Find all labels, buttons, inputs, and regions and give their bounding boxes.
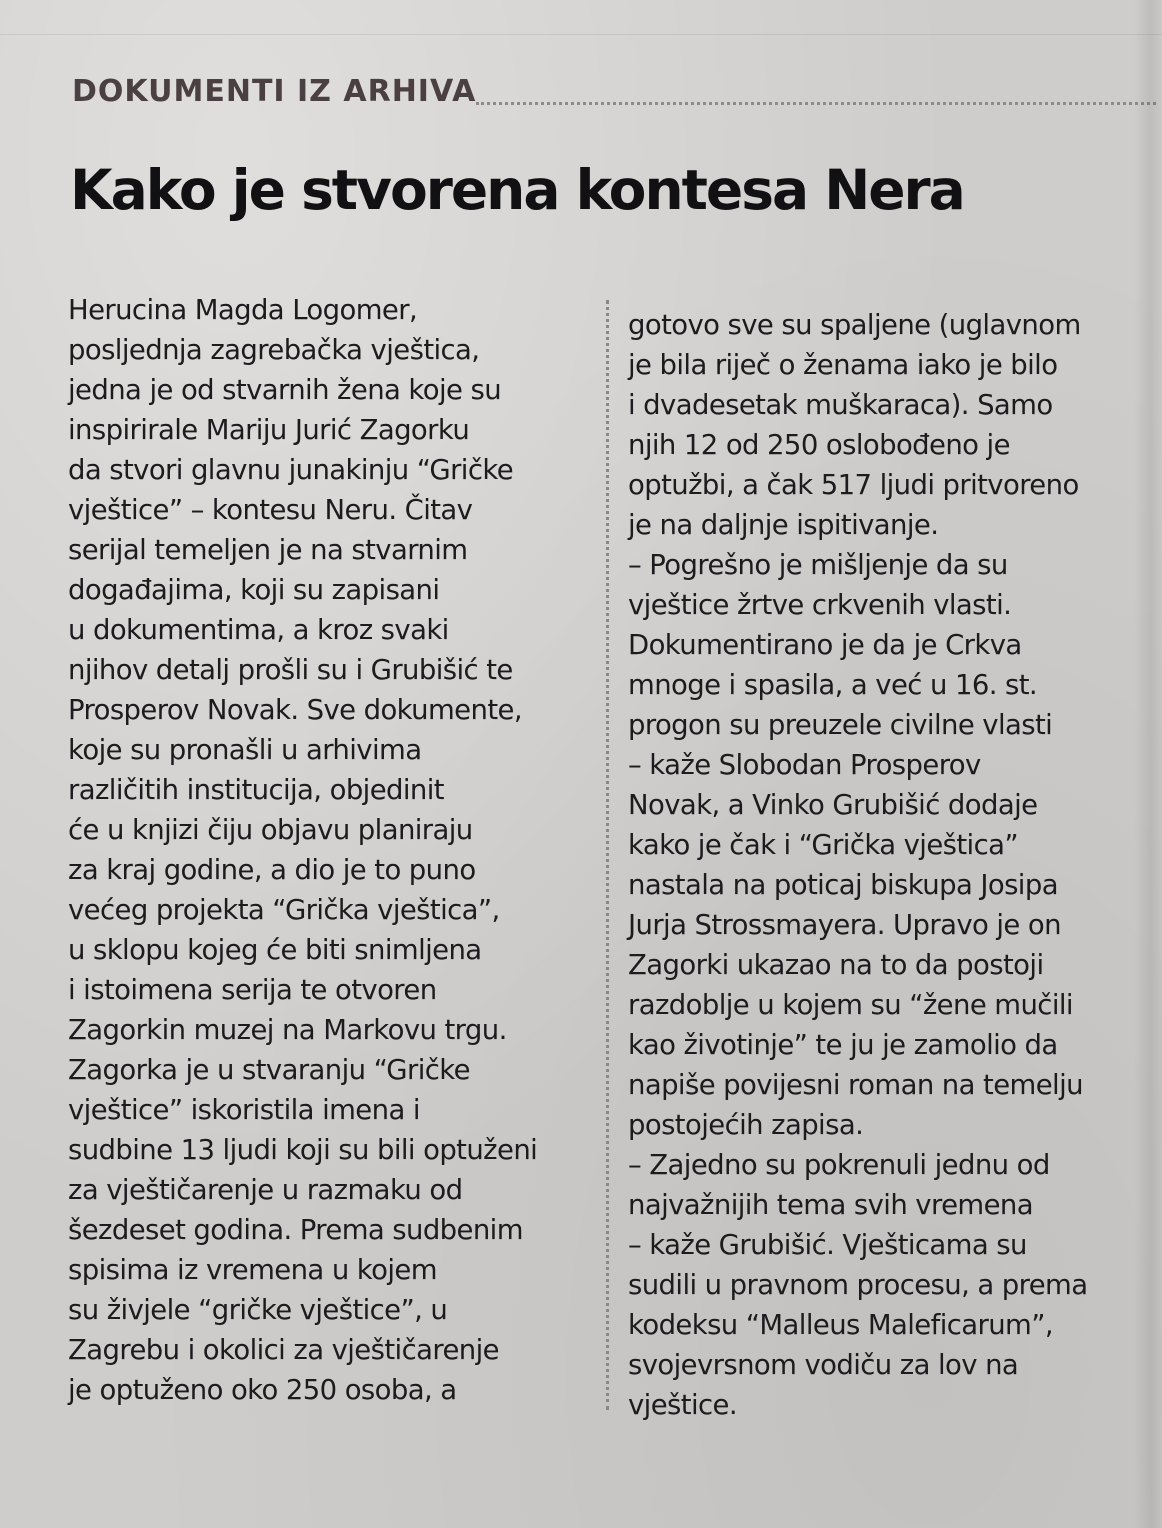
body-text-line: inspirirale Mariju Jurić Zagorku (68, 414, 470, 446)
body-text-line: svojevrsnom vodiču za lov na (628, 1349, 1019, 1381)
body-text-line: njihov detalj prošli su i Grubišić te (68, 654, 513, 686)
body-text-line: serijal temeljen je na stvarnim (68, 534, 468, 566)
body-text-line: u sklopu kojeg će biti snimljena (68, 934, 482, 966)
body-text-line: sudbine 13 ljudi koji su bili optuženi (68, 1134, 538, 1166)
body-text-line: vještice žrtve crkvenih vlasti. (628, 589, 1012, 621)
section-label: DOKUMENTI IZ ARHIVA (72, 74, 477, 109)
body-text-line: jedna je od stvarnih žena koje su (68, 374, 502, 406)
body-text-line: najvažnijih tema svih vremena (628, 1189, 1033, 1221)
left-column (68, 290, 598, 1410)
body-text-line: mnoge i spasila, a već u 16. st. (628, 669, 1038, 701)
body-text-line: i istoimena serija te otvoren (68, 974, 437, 1006)
body-text-line: Dokumentirano je da je Crkva (628, 629, 1022, 661)
body-text-line: – Zajedno su pokrenuli jednu od (628, 1149, 1050, 1181)
body-text-line: Zagorkin muzej na Markovu trgu. (68, 1014, 507, 1046)
body-text-line: za kraj godine, a dio je to puno (68, 854, 476, 886)
dotted-rule (476, 102, 1156, 105)
body-text-line: postojećih zapisa. (628, 1109, 864, 1141)
body-text-line: da stvori glavnu junakinju “Gričke (68, 454, 514, 486)
body-text-line: Zagrebu i okolici za vještičarenje (68, 1334, 499, 1366)
body-text-line: Novak, a Vinko Grubišić dodaje (628, 789, 1038, 821)
body-text-line: – kaže Grubišić. Vješticama su (628, 1229, 1027, 1261)
body-text-line: je optuženo oko 250 osoba, a (68, 1374, 457, 1406)
body-text-line: koje su pronašli u arhivima (68, 734, 422, 766)
body-text-line: progon su preuzele civilne vlasti (628, 709, 1053, 741)
right-column (628, 305, 1148, 1425)
body-text-line: kodeksu “Malleus Maleficarum”, (628, 1309, 1054, 1341)
body-text-line: napiše povijesni roman na temelju (628, 1069, 1083, 1101)
column-divider (606, 300, 609, 1410)
body-text-line: sudili u pravnom procesu, a prema (628, 1269, 1088, 1301)
body-text-line: većeg projekta “Grička vještica”, (68, 894, 500, 926)
body-text-line: različitih institucija, objedinit (68, 774, 444, 806)
body-text-line: Jurja Strossmayera. Upravo je on (628, 909, 1061, 941)
body-text-line: – Pogrešno je mišljenje da su (628, 549, 1008, 581)
body-text-line: gotovo sve su spaljene (uglavnom (628, 309, 1081, 341)
body-text-line: Herucina Magda Logomer, (68, 294, 418, 326)
body-text-line: šezdeset godina. Prema sudbenim (68, 1214, 523, 1246)
paper-fold-shadow (1134, 0, 1162, 1528)
body-text-line: posljednja zagrebačka vještica, (68, 334, 480, 366)
body-text-line: – kaže Slobodan Prosperov (628, 749, 981, 781)
body-text-line: kao životinje” te ju je zamolio da (628, 1029, 1058, 1061)
page-edge (0, 34, 1162, 35)
body-text-line: Prosperov Novak. Sve dokumente, (68, 694, 522, 726)
body-text-line: optužbi, a čak 517 ljudi pritvoreno (628, 469, 1079, 501)
body-text-line: njih 12 od 250 oslobođeno je (628, 429, 1010, 461)
body-text-line: spisima iz vremena u kojem (68, 1254, 437, 1286)
headline: Kako je stvorena kontesa Nera (70, 158, 964, 222)
body-text-line: je na daljnje ispitivanje. (628, 509, 939, 541)
body-text-line: za vještičarenje u razmaku od (68, 1174, 463, 1206)
body-text-line: događajima, koji su zapisani (68, 574, 440, 606)
body-text-line: Zagorka je u stvaranju “Gričke (68, 1054, 470, 1086)
body-text-line: će u knjizi čiju objavu planiraju (68, 814, 473, 846)
body-text-line: i dvadesetak muškaraca). Samo (628, 389, 1053, 421)
body-text-line: vještice. (628, 1389, 737, 1421)
body-text-line: vještice” iskoristila imena i (68, 1094, 420, 1126)
body-text-line: vještice” – kontesu Neru. Čitav (68, 494, 473, 526)
body-text-line: razdoblje u kojem su “žene mučili (628, 989, 1073, 1021)
body-text-line: kako je čak i “Grička vještica” (628, 829, 1019, 861)
body-text-line: su živjele “gričke vještice”, u (68, 1294, 448, 1326)
body-text-line: je bila riječ o ženama iako je bilo (628, 349, 1058, 381)
body-text-line: nastala na poticaj biskupa Josipa (628, 869, 1058, 901)
body-text-line: Zagorki ukazao na to da postoji (628, 949, 1044, 981)
body-text-line: u dokumentima, a kroz svaki (68, 614, 449, 646)
